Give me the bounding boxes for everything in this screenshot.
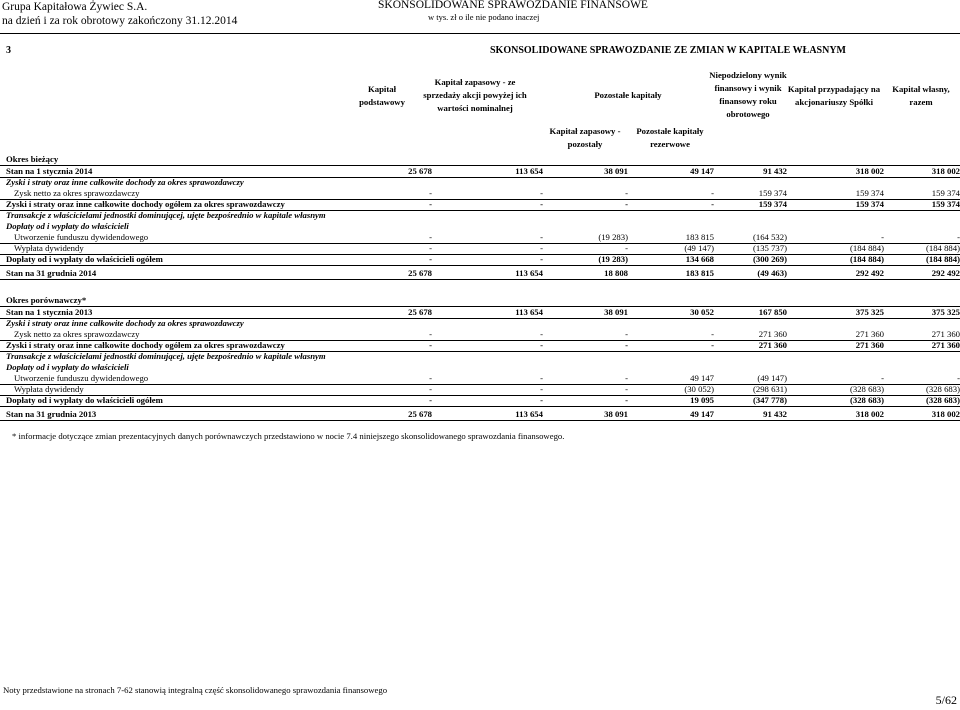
section-title: SKONSOLIDOWANE SPRAWOZDANIE ZE ZMIAN W KAPITALE WŁASNYM — [490, 45, 846, 56]
cell-value: (328 683) — [925, 384, 960, 394]
row-rule — [0, 420, 960, 421]
comparative-period-heading — [6, 295, 958, 306]
cell-value: 49 147 — [690, 166, 714, 176]
cell-value: - — [625, 340, 628, 350]
cell-value: 113 654 — [515, 307, 543, 317]
table-row — [6, 221, 958, 232]
cell-value: 159 374 — [758, 188, 787, 198]
row-label: Zysk netto za okres sprawozdawczy — [14, 329, 140, 339]
table-row — [6, 243, 958, 254]
cell-value: 30 052 — [690, 307, 714, 317]
cell-value: 183 815 — [685, 232, 714, 242]
cell-value: - — [429, 254, 432, 264]
cell-value: 38 091 — [604, 307, 628, 317]
row-label: Dopłaty od i wypłaty do właścicieli — [6, 221, 129, 231]
table-row — [6, 340, 958, 351]
cell-value: 159 374 — [931, 199, 960, 209]
cell-value: - — [625, 243, 628, 253]
cell-value: 49 147 — [690, 409, 714, 419]
cell-value: (328 683) — [925, 395, 960, 405]
cell-value: 159 374 — [931, 188, 960, 198]
cell-value: (298 631) — [752, 384, 787, 394]
cell-value: - — [881, 232, 884, 242]
cell-value: - — [429, 395, 432, 405]
cell-value: 159 374 — [758, 199, 787, 209]
cell-value: 318 002 — [931, 166, 960, 176]
col-header-retained-earnings: Niepodzielony wynik finansowy i wynik finansowy roku obrotowego — [709, 70, 787, 119]
cell-value: - — [540, 395, 543, 405]
section-number: 3 — [6, 45, 11, 56]
table-row — [6, 268, 958, 279]
cell-value: - — [429, 232, 432, 242]
cell-value: (300 269) — [752, 254, 787, 264]
col-header-parent-equity: Kapitał przypadający na akcjonariuszy Spółki — [787, 84, 881, 107]
cell-value: (184 884) — [849, 243, 884, 253]
cell-value: 134 668 — [685, 254, 714, 264]
cell-value: (347 778) — [752, 395, 787, 405]
cell-value: (184 884) — [925, 254, 960, 264]
table-row — [6, 199, 958, 210]
cell-value: - — [429, 199, 432, 209]
cell-value: 25 678 — [408, 268, 432, 278]
cell-value: - — [540, 188, 543, 198]
row-label: Stan na 31 grudnia 2014 — [6, 268, 97, 278]
cell-value: 19 095 — [690, 395, 714, 405]
cell-value: - — [540, 329, 543, 339]
cell-value: 318 002 — [931, 409, 960, 419]
cell-value: 271 360 — [931, 329, 960, 339]
cell-value: 159 374 — [855, 199, 884, 209]
cell-value: (49 147) — [757, 373, 787, 383]
cell-value: 25 678 — [408, 409, 432, 419]
cell-value: - — [625, 384, 628, 394]
table-row — [6, 210, 958, 221]
cell-value: 318 002 — [855, 166, 884, 176]
cell-value: 167 850 — [758, 307, 787, 317]
table-row — [6, 329, 958, 340]
cell-value: - — [429, 243, 432, 253]
row-label: Zyski i straty oraz inne całkowite dochody ogółem za okres sprawozdawczy — [6, 199, 285, 209]
cell-value: - — [429, 329, 432, 339]
current-period-heading — [6, 154, 958, 165]
cell-value: 375 325 — [855, 307, 884, 317]
cell-value: 18 808 — [604, 268, 628, 278]
cell-value: - — [540, 373, 543, 383]
cell-value: - — [540, 384, 543, 394]
units-note: w tys. zł o ile nie podano inaczej — [428, 12, 540, 22]
footer-note: Noty przedstawione na stronach 7-62 stanowią integralną część skonsolidowanego sprawozdania finansowego — [3, 685, 388, 695]
row-label: Wypłata dywidendy — [14, 384, 84, 394]
section-heading: Okres porównawczy* — [6, 295, 87, 305]
col-header-reserve-other: Kapitał zapasowy - pozostały — [549, 126, 621, 149]
cell-value: 292 492 — [931, 268, 960, 278]
cell-value: 25 678 — [408, 307, 432, 317]
cell-value: (30 052) — [684, 384, 714, 394]
cell-value: - — [881, 373, 884, 383]
cell-value: - — [711, 188, 714, 198]
row-label: Wypłata dywidendy — [14, 243, 84, 253]
cell-value: 113 654 — [515, 166, 543, 176]
col-header-total-equity: Kapitał własny, razem — [892, 84, 950, 107]
row-label: Zyski i straty oraz inne całkowite dochody ogółem za okres sprawozdawczy — [6, 340, 285, 350]
col-header-other-capitals: Pozostałe kapitały — [594, 90, 662, 100]
cell-value: - — [711, 199, 714, 209]
cell-value: (49 147) — [684, 243, 714, 253]
table-row — [6, 188, 958, 199]
cell-value: - — [625, 188, 628, 198]
row-rule — [0, 406, 960, 407]
cell-value: 113 654 — [515, 409, 543, 419]
row-label: Utworzenie funduszu dywidendowego — [14, 373, 149, 383]
cell-value: - — [625, 395, 628, 405]
table-row — [6, 351, 958, 362]
cell-value: 271 360 — [855, 340, 884, 350]
cell-value: 91 432 — [763, 409, 787, 419]
row-label: Zyski i straty oraz inne całkowite dochody za okres sprawozdawczy — [6, 177, 244, 187]
report-period: na dzień i za rok obrotowy zakończony 31.12.2014 — [2, 15, 238, 27]
row-label: Dopłaty od i wypłaty do właścicieli — [6, 362, 129, 372]
cell-value: 38 091 — [604, 409, 628, 419]
cell-value: - — [429, 340, 432, 350]
cell-value: - — [540, 254, 543, 264]
table-row — [6, 232, 958, 243]
cell-value: 318 002 — [855, 409, 884, 419]
cell-value: - — [429, 188, 432, 198]
row-label: Transakcje z właścicielami jednostki dominującej, ujęte bezpośrednio w kapitale własnym — [6, 351, 326, 361]
row-label: Stan na 1 stycznia 2014 — [6, 166, 93, 176]
cell-value: 49 147 — [690, 373, 714, 383]
cell-value: - — [540, 199, 543, 209]
row-label: Stan na 1 stycznia 2013 — [6, 307, 93, 317]
table-row — [6, 254, 958, 265]
cell-value: 113 654 — [515, 268, 543, 278]
row-label: Dopłaty od i wypłaty do właścicieli ogółem — [6, 395, 163, 405]
row-label: Stan na 31 grudnia 2013 — [6, 409, 97, 419]
cell-value: - — [429, 373, 432, 383]
footnote: * informacje dotyczące zmian prezentacyjnych danych porównawczych przedstawiono w nocie 7.4 niniejszego skonsolidowanego sprawozdania finansowego. — [12, 431, 565, 441]
cell-value: (328 683) — [849, 395, 884, 405]
section-heading: Okres bieżący — [6, 154, 59, 164]
cell-value: 271 360 — [855, 329, 884, 339]
cell-value: - — [711, 329, 714, 339]
cell-value: 25 678 — [408, 166, 432, 176]
row-label: Zysk netto za okres sprawozdawczy — [14, 188, 140, 198]
page-number: 5/62 — [935, 693, 957, 707]
cell-value: - — [711, 340, 714, 350]
cell-value: - — [957, 373, 960, 383]
cell-value: (184 884) — [925, 243, 960, 253]
table-row — [6, 318, 958, 329]
row-label: Transakcje z właścicielami jednostki dominującej, ujęte bezpośrednio w kapitale własnym — [6, 210, 326, 220]
row-rule — [0, 265, 960, 266]
cell-value: 271 360 — [758, 340, 787, 350]
table-row — [6, 362, 958, 373]
cell-value: - — [625, 199, 628, 209]
cell-value: 271 360 — [931, 340, 960, 350]
col-header-share-premium: Kapitał zapasowy - ze sprzedaży akcji powyżej ich wartości nominalnej — [423, 77, 527, 113]
cell-value: 91 432 — [763, 166, 787, 176]
cell-value: 38 091 — [604, 166, 628, 176]
cell-value: (184 884) — [849, 254, 884, 264]
cell-value: (328 683) — [849, 384, 884, 394]
cell-value: 159 374 — [855, 188, 884, 198]
cell-value: (49 463) — [757, 268, 787, 278]
cell-value: - — [540, 340, 543, 350]
cell-value: (164 532) — [752, 232, 787, 242]
row-label: Zyski i straty oraz inne całkowite dochody za okres sprawozdawczy — [6, 318, 244, 328]
cell-value: (135 737) — [752, 243, 787, 253]
table-row — [6, 373, 958, 384]
table-row — [6, 177, 958, 188]
cell-value: - — [625, 373, 628, 383]
row-rule — [0, 279, 960, 280]
row-label: Utworzenie funduszu dywidendowego — [14, 232, 149, 242]
table-row — [6, 166, 958, 177]
cell-value: 271 360 — [758, 329, 787, 339]
cell-value: - — [540, 232, 543, 242]
table-row — [6, 384, 958, 395]
table-row — [6, 409, 958, 420]
cell-value: 183 815 — [685, 268, 714, 278]
col-header-share-capital: Kapitał podstawowy — [359, 84, 405, 107]
cell-value: - — [957, 232, 960, 242]
table-row — [6, 395, 958, 406]
company-name: Grupa Kapitałowa Żywiec S.A. — [2, 1, 148, 13]
cell-value: (19 283) — [598, 254, 628, 264]
cell-value: - — [540, 243, 543, 253]
cell-value: 292 492 — [855, 268, 884, 278]
header-divider — [0, 33, 960, 34]
cell-value: - — [429, 384, 432, 394]
row-label: Dopłaty od i wypłaty do właścicieli ogółem — [6, 254, 163, 264]
cell-value: 375 325 — [931, 307, 960, 317]
report-title: SKONSOLIDOWANE SPRAWOZDANIE FINANSOWE — [378, 0, 648, 11]
col-header-reserve-capitals: Pozostałe kapitały rezerwowe — [636, 126, 704, 149]
table-row — [6, 307, 958, 318]
cell-value: - — [625, 329, 628, 339]
cell-value: (19 283) — [598, 232, 628, 242]
